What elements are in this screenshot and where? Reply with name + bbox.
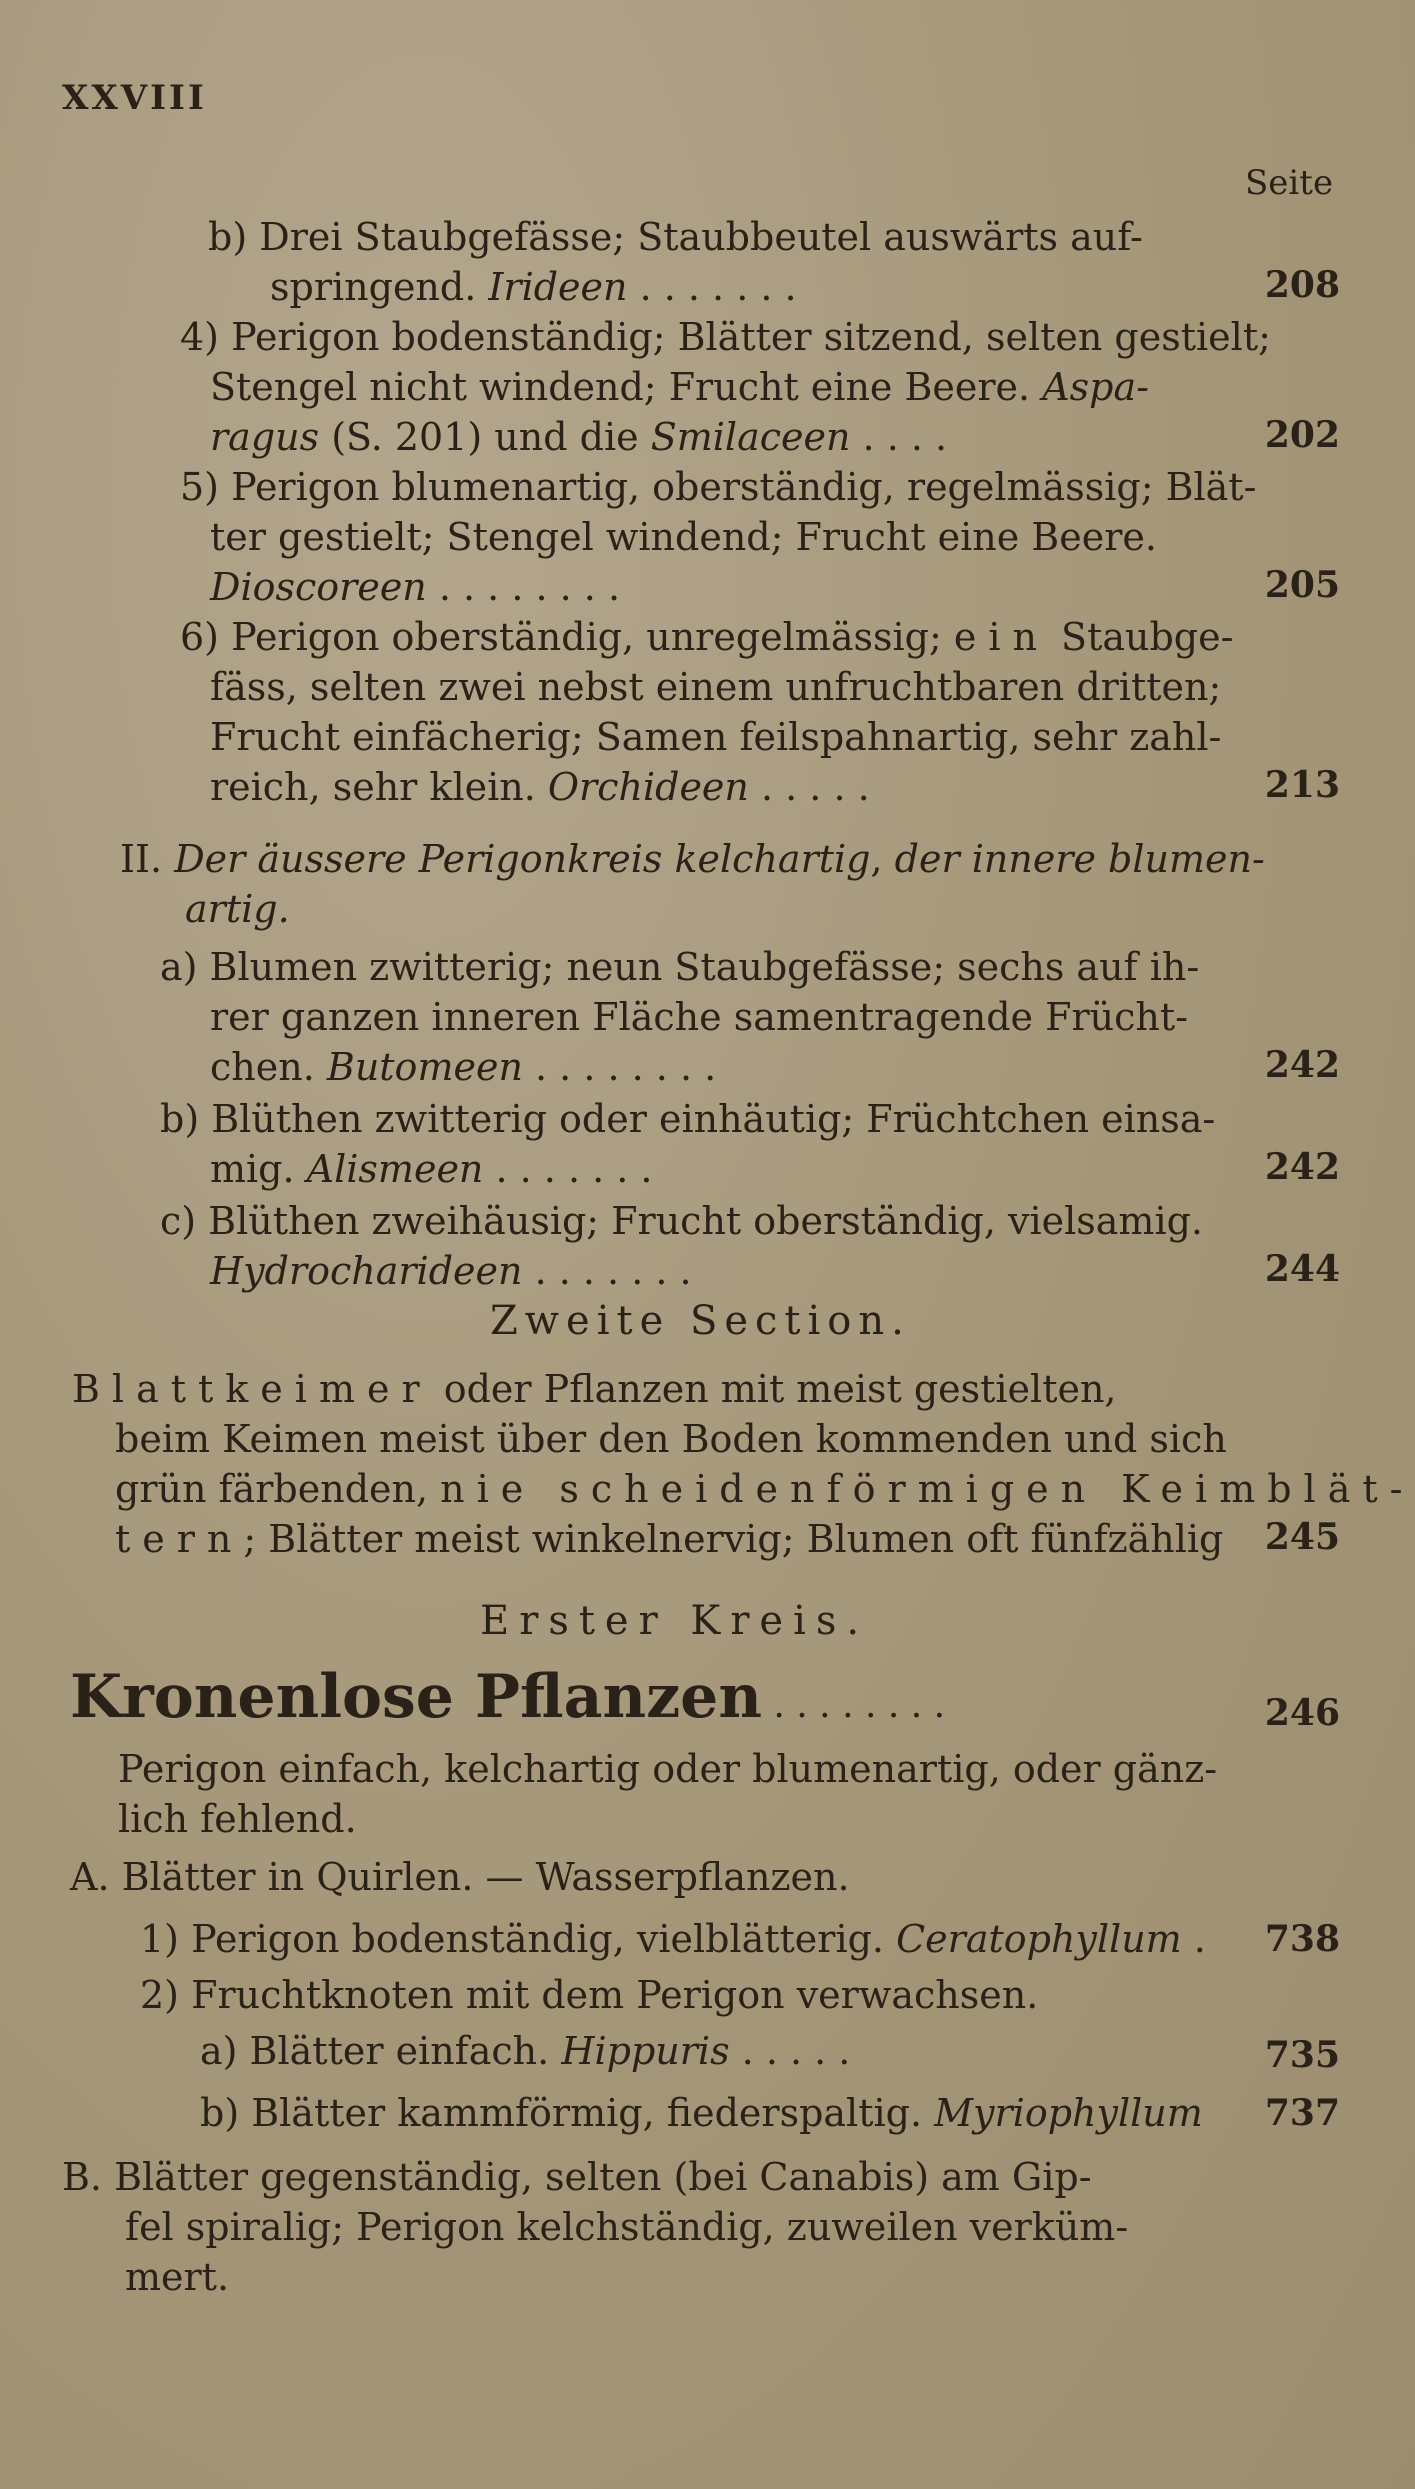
page-ref-dioscoreen: 205	[1264, 564, 1340, 606]
entry-6-line1: 6) Perigon oberständig, unregelmässig; ein Staubge-	[180, 615, 1234, 659]
page-ref-hippuris: 735	[1264, 2034, 1340, 2076]
entry-irideen-line2: springend. Irideen . . . . . . .	[270, 265, 797, 309]
kronenlose-heading: Kronenlose Pflanzen . . . . . . . .	[70, 1662, 946, 1732]
page-ref-ceratophyllum: 738	[1264, 1918, 1340, 1960]
page-ref-hydro: 244	[1264, 1248, 1340, 1290]
kreis-desc-line2: lich fehlend.	[118, 1797, 357, 1841]
page-ref-section: 245	[1264, 1516, 1340, 1558]
entry-5-line3: Dioscoreen . . . . . . . .	[210, 565, 621, 609]
entry-alismeen-line1: b) Blüthen zwitterig oder einhäutig; Früchtchen einsa-	[160, 1097, 1216, 1141]
entry-hydro-line2: Hydrocharideen . . . . . . .	[210, 1249, 692, 1293]
section-title: Zweite Section.	[490, 1298, 911, 1344]
group-a-item1: 1) Perigon bodenständig, vielblätterig. Ceratophyllum .	[140, 1917, 1206, 1961]
section-line1: Blattkeimer oder Pflanzen mit meist gestielten,	[72, 1367, 1117, 1411]
section-line2: beim Keimen meist über den Boden kommenden und sich	[115, 1417, 1227, 1461]
entry-6-line2: fäss, selten zwei nebst einem unfruchtbaren dritten;	[210, 665, 1222, 709]
heading-II-line1: II. Der äussere Perigonkreis kelchartig, der innere blumen-	[120, 837, 1265, 881]
page-ref-orchideen: 213	[1264, 764, 1340, 806]
page-ref-butomeen: 242	[1264, 1044, 1340, 1086]
seite-label: Seite	[1245, 163, 1334, 203]
entry-5-line2: ter gestielt; Stengel windend; Frucht eine Beere.	[210, 515, 1157, 559]
heading-II-line2: artig.	[185, 887, 290, 931]
section-line4: tern; Blätter meist winkelnervig; Blumen oft fünfzählig	[115, 1517, 1224, 1561]
entry-butomeen-line3: chen. Butomeen . . . . . . . .	[210, 1045, 717, 1089]
page-ref-irideen: 208	[1264, 264, 1340, 306]
kreis-desc-line1: Perigon einfach, kelchartig oder blumenartig, oder gänz-	[118, 1747, 1218, 1791]
group-b-line1: B. Blätter gegenständig, selten (bei Canabis) am Gip-	[62, 2155, 1092, 2199]
entry-4-line1: 4) Perigon bodenständig; Blätter sitzend, selten gestielt;	[180, 315, 1271, 359]
entry-6-line4: reich, sehr klein. Orchideen . . . . .	[210, 765, 870, 809]
entry-alismeen-line2: mig. Alismeen . . . . . . .	[210, 1147, 653, 1191]
entry-butomeen-line2: rer ganzen inneren Fläche samentragende Frücht-	[210, 995, 1188, 1039]
entry-butomeen-line1: a) Blumen zwitterig; neun Staubgefässe; sechs auf ih-	[160, 945, 1200, 989]
entry-4-line2: Stengel nicht windend; Frucht eine Beere. Aspa-	[210, 365, 1149, 409]
entry-6-line3: Frucht einfächerig; Samen feilspahnartig, sehr zahl-	[210, 715, 1222, 759]
group-a-item2: 2) Fruchtknoten mit dem Perigon verwachsen.	[140, 1973, 1039, 2017]
entry-irideen-line1: b) Drei Staubgefässe; Staubbeutel auswärts auf-	[208, 215, 1143, 259]
entry-hydro-line1: c) Blüthen zweihäusig; Frucht oberständig, vielsamig.	[160, 1199, 1204, 1243]
kreis-title: Erster Kreis.	[480, 1598, 870, 1644]
entry-5-line1: 5) Perigon blumenartig, oberständig, regelmässig; Blät-	[180, 465, 1257, 509]
page-ref-smilaceen: 202	[1264, 414, 1340, 456]
group-b-line3: mert.	[125, 2255, 230, 2299]
group-a-item2b: b) Blätter kammförmig, fiederspaltig. Myriophyllum	[200, 2091, 1203, 2135]
page-ref-kronenlose: 246	[1264, 1692, 1340, 1734]
section-line3: grün färbenden, nie scheidenförmigen Keimblät-	[115, 1467, 1415, 1511]
page-ref-myriophyllum: 737	[1264, 2092, 1340, 2134]
page-number-roman: XXVIII	[62, 78, 207, 118]
group-a-heading: A. Blätter in Quirlen. — Wasserpflanzen.	[70, 1855, 850, 1899]
group-a-item2a: a) Blätter einfach. Hippuris . . . . .	[200, 2029, 851, 2073]
page-ref-alismeen: 242	[1264, 1146, 1340, 1188]
entry-4-line3: ragus (S. 201) und die Smilaceen . . . .	[210, 415, 948, 459]
group-b-line2: fel spiralig; Perigon kelchständig, zuweilen verküm-	[125, 2205, 1129, 2249]
